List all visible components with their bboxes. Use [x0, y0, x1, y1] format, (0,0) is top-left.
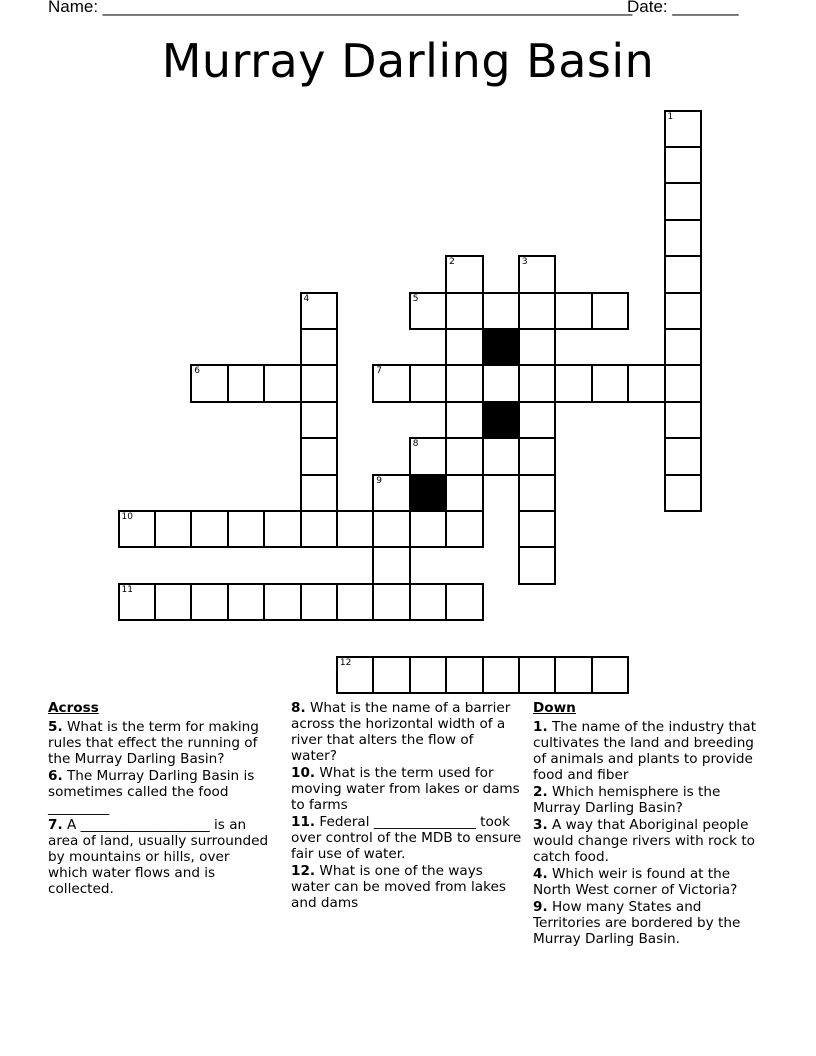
down-heading: Down	[533, 700, 576, 716]
crossword-cell[interactable]	[190, 510, 229, 549]
clue-item	[291, 814, 523, 862]
crossword-cell[interactable]	[336, 583, 375, 622]
crossword-cell[interactable]	[664, 364, 703, 403]
page-title: Murray Darling Basin	[161, 34, 655, 88]
crossword-cell[interactable]	[227, 510, 266, 549]
across-clue-list	[48, 719, 270, 897]
crossword-cell[interactable]	[300, 583, 339, 622]
clue-number: 3	[521, 257, 528, 268]
crossword-cell[interactable]	[445, 437, 484, 476]
clue-text: What is one of the ways water can be moved from lakes and dams	[291, 863, 506, 911]
crossword-cell[interactable]	[482, 437, 521, 476]
clue-number: 4.	[533, 866, 548, 882]
crossword-cell[interactable]	[336, 510, 375, 549]
crossword-cell[interactable]	[591, 292, 630, 331]
crossword-cell[interactable]	[664, 328, 703, 367]
clue-item	[291, 863, 523, 911]
clue-number: 9	[376, 475, 383, 486]
clue-item	[48, 817, 270, 897]
clue-number: 8	[412, 439, 419, 450]
crossword-cell[interactable]	[409, 437, 448, 476]
clue-text: Which hemisphere is the Murray Darling Basin?	[533, 784, 721, 816]
clue-item	[48, 768, 270, 816]
crossword-cell[interactable]	[190, 364, 229, 403]
crossword-cell[interactable]	[300, 474, 339, 513]
crossword-cell[interactable]	[518, 474, 557, 513]
crossword-cell[interactable]	[300, 292, 339, 331]
clue-number: 11	[121, 584, 133, 595]
crossword-cell[interactable]	[664, 219, 703, 258]
crossword-cell[interactable]	[445, 510, 484, 549]
crossword-cell[interactable]	[664, 292, 703, 331]
date-field-label: Date: _______	[627, 0, 739, 16]
crossword-cell[interactable]	[118, 510, 157, 549]
across-clue-list-continued	[291, 700, 523, 911]
crossword-cell[interactable]	[591, 364, 630, 403]
clue-number: 6	[194, 366, 201, 377]
crossword-cell[interactable]	[154, 583, 193, 622]
crossword-cell[interactable]	[518, 328, 557, 367]
clue-number: 12.	[291, 863, 316, 879]
crossword-block-cell	[409, 474, 448, 513]
crossword-cell[interactable]	[372, 474, 411, 513]
clue-number: 10.	[291, 765, 316, 781]
clue-text: What is the term used for moving water from lakes or dams to farms	[291, 765, 520, 813]
crossword-cell[interactable]	[591, 656, 630, 695]
clue-item	[291, 765, 523, 813]
clue-number: 7	[376, 366, 383, 377]
crossword-block-cell	[482, 328, 521, 367]
crossword-cell[interactable]	[409, 510, 448, 549]
crossword-cell[interactable]	[300, 437, 339, 476]
clue-number: 11.	[291, 814, 316, 830]
crossword-cell[interactable]	[300, 364, 339, 403]
crossword-cell[interactable]	[554, 656, 593, 695]
crossword-cell[interactable]	[445, 401, 484, 440]
clue-number: 4	[303, 293, 310, 304]
clue-number: 2	[449, 257, 455, 268]
crossword-cell[interactable]	[263, 364, 302, 403]
crossword-block-cell	[482, 401, 521, 440]
crossword-cell[interactable]	[664, 474, 703, 513]
crossword-cell[interactable]	[518, 292, 557, 331]
clue-number: 1	[667, 111, 674, 122]
crossword-cell[interactable]	[227, 583, 266, 622]
crossword-cell[interactable]	[518, 437, 557, 476]
crossword-cell[interactable]	[445, 656, 484, 695]
clue-number: 9.	[533, 899, 548, 915]
crossword-cell[interactable]	[372, 583, 411, 622]
clue-number: 10	[121, 511, 133, 522]
across-clues-column	[48, 700, 270, 898]
clue-number: 1.	[533, 719, 548, 735]
clue-number: 2.	[533, 784, 548, 800]
crossword-cell[interactable]	[372, 510, 411, 549]
clue-number: 8.	[291, 700, 306, 716]
clue-text: A way that Aboriginal people would change rivers with rock to catch food.	[533, 817, 755, 865]
clue-item	[533, 866, 765, 898]
crossword-cell[interactable]	[664, 255, 703, 294]
crossword-cell[interactable]	[518, 656, 557, 695]
clue-item	[291, 700, 523, 764]
crossword-cell[interactable]	[336, 656, 375, 695]
clue-text: How many States and Territories are bordered by the Murray Darling Basin.	[533, 899, 741, 947]
clue-number: 3.	[533, 817, 548, 833]
crossword-cell[interactable]	[664, 110, 703, 149]
clue-text: A ___________________ is an area of land, usually surrounded by mountains or hills, over which water flows and is collected.	[48, 817, 269, 897]
crossword-cell[interactable]	[664, 182, 703, 221]
clue-item	[533, 899, 765, 947]
clue-text: Federal _______________ took over control of the MDB to ensure fair use of water.	[291, 814, 522, 862]
clue-number: 5.	[48, 719, 63, 735]
clue-text: What is the name of a barrier across the horizontal width of a river that alters the flow of water?	[291, 700, 511, 764]
across-clues-continued	[291, 700, 523, 912]
crossword-cell[interactable]	[518, 510, 557, 549]
crossword-cell[interactable]	[409, 583, 448, 622]
crossword-cell[interactable]	[300, 401, 339, 440]
crossword-cell[interactable]	[372, 364, 411, 403]
clue-text: The name of the industry that cultivates the land and breeding of animals and plants to provide food and fiber	[533, 719, 757, 783]
crossword-cell[interactable]	[300, 328, 339, 367]
crossword-cell[interactable]	[227, 364, 266, 403]
down-clues-column	[533, 700, 765, 948]
crossword-cell[interactable]	[445, 474, 484, 513]
clue-number: 5	[412, 293, 419, 304]
crossword-cell[interactable]	[263, 583, 302, 622]
crossword-cell[interactable]	[445, 328, 484, 367]
crossword-cell[interactable]	[664, 437, 703, 476]
crossword-cell[interactable]	[445, 255, 484, 294]
crossword-cell[interactable]	[445, 583, 484, 622]
crossword-cell[interactable]	[664, 401, 703, 440]
clue-text: The Murray Darling Basin is sometimes called the food _________	[48, 768, 255, 816]
crossword-cell[interactable]	[554, 292, 593, 331]
crossword-cell[interactable]	[554, 364, 593, 403]
crossword-cell[interactable]	[445, 364, 484, 403]
crossword-cell[interactable]	[445, 292, 484, 331]
clue-number: 12	[339, 657, 352, 668]
crossword-cell[interactable]	[263, 510, 302, 549]
crossword-cell[interactable]	[409, 364, 448, 403]
clue-item	[533, 784, 765, 816]
clue-item	[48, 719, 270, 767]
clue-text: Which weir is found at the North West corner of Victoria?	[533, 866, 738, 898]
crossword-cell[interactable]	[372, 656, 411, 695]
crossword-cell[interactable]	[518, 401, 557, 440]
crossword-cell[interactable]	[518, 546, 557, 585]
crossword-cell[interactable]	[409, 656, 448, 695]
clue-item	[533, 719, 765, 783]
across-heading: Across	[48, 700, 99, 716]
crossword-cell[interactable]	[118, 583, 157, 622]
crossword-cell[interactable]	[300, 510, 339, 549]
crossword-cell[interactable]	[482, 656, 521, 695]
crossword-cell[interactable]	[409, 292, 448, 331]
down-clue-list	[533, 719, 765, 947]
crossword-cell[interactable]	[190, 583, 229, 622]
clue-number: 6.	[48, 768, 63, 784]
crossword-cell[interactable]	[154, 510, 193, 549]
crossword-cell[interactable]	[518, 364, 557, 403]
clue-text: What is the term for making rules that effect the running of the Murray Darling Basin?	[48, 719, 259, 767]
crossword-cell[interactable]	[482, 292, 521, 331]
crossword-cell[interactable]	[372, 546, 411, 585]
crossword-cell[interactable]	[664, 146, 703, 185]
name-field-label: Name: ________________________________________________________	[48, 0, 633, 16]
clue-number: 7.	[48, 817, 63, 833]
crossword-cell[interactable]	[518, 255, 557, 294]
crossword-cell[interactable]	[482, 364, 521, 403]
clue-item	[533, 817, 765, 865]
crossword-cell[interactable]	[627, 364, 666, 403]
